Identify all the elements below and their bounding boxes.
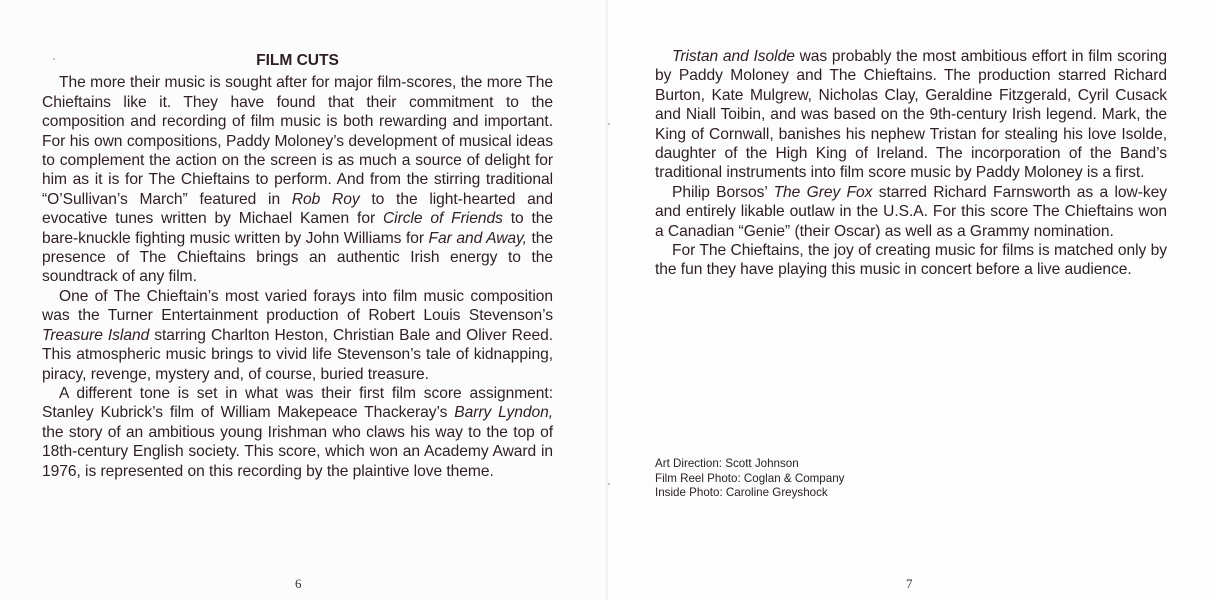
- text-run: the presence of The Chieftains brings an authentic Irish energy to the soundtrack of any film.: [42, 229, 553, 286]
- paragraph-closing: [655, 241, 1167, 280]
- paragraph-tristan-isolde: [655, 47, 1167, 183]
- left-page: [0, 0, 607, 600]
- paper-speck: [53, 58, 55, 60]
- paragraph-barry-lyndon: [42, 384, 553, 481]
- left-text-column: [42, 51, 553, 481]
- text-run: The more their music is sought after for major film-scores, the more The Chieftains like it. They have found that their commitment to the composition and recording of film music is both rewarding and important. For his own compositions, Paddy Moloney’s development of musical ideas to complement the action on the screen is as much a source of delight for him as it is for The Chieftains to perform. And from the stirring traditional “O’Sullivan’s March” featured in: [42, 74, 553, 208]
- paragraph-treasure-island: [42, 287, 553, 384]
- paper-speck: [608, 483, 610, 485]
- text-run: Philip Borsos’: [672, 183, 774, 201]
- text-run: was probably the most ambitious effort in film scoring by Paddy Moloney and The Chieftains. The production starred Richard Burton, Kate Mulgrew, Nicholas Clay, Geraldine Fitzgerald, Cyril Cusack and Niall Toibin, and was based on the 9th-century Irish legend. Mark, the King of Cornwall, banishes his nephew Tristan for stealing his love Isolde, daughter of the High King of Ireland. The incorporation of the Band’s traditional instruments into film score music by Paddy Moloney is a first.: [655, 48, 1167, 182]
- page-number-right: 7: [906, 576, 913, 591]
- paper-speck: [608, 123, 610, 125]
- credit-art-direction: Art Direction: Scott Johnson: [655, 457, 799, 470]
- text-run: the story of an ambitious young Irishman who claws his way to the top of 18th-century English society. This score, which won an Academy Award in 1976, is represented on this recording by the plaintive love theme.: [42, 423, 553, 480]
- page-number-left: 6: [295, 576, 302, 591]
- text-run: starring Charlton Heston, Christian Bale and Oliver Reed. This atmospheric music brings to vivid life Stevenson’s tale of kidnapping, piracy, revenge, mystery and, of course, buried treasure.: [42, 326, 553, 383]
- film-title: Circle of Friends: [382, 210, 503, 228]
- text-run: For The Chieftains, the joy of creating music for films is matched only by the fun they have playing this music in concert before a live audience.: [655, 242, 1167, 279]
- text-run: starred Richard Farnsworth as a low-key and entirely likable outlaw in the U.S.A. For this score The Chieftains won a Canadian “Genie” (their Oscar) as well as a Grammy nomination.: [655, 183, 1167, 240]
- credits-block: [655, 457, 844, 501]
- film-title: Barry Lyndon,: [454, 404, 553, 422]
- right-page: [608, 0, 1216, 600]
- film-title: Treasure Island: [42, 326, 150, 344]
- text-run: to the bare-knuckle fighting music written by John Williams for: [42, 210, 554, 247]
- credit-inside-photo: Inside Photo: Caroline Greyshock: [655, 486, 828, 500]
- film-title: The Grey Fox: [773, 183, 873, 201]
- text-run: One of The Chieftain’s most varied forays into film music composition was the Turner Entertainment production of Robert Louis Stevenson’s: [42, 287, 553, 325]
- film-title: Far and Away,: [428, 229, 527, 247]
- right-text-column: [655, 47, 1167, 280]
- paragraph-grey-fox: [655, 183, 1167, 241]
- film-title: Rob Roy: [291, 190, 360, 208]
- film-title: Tristan and Isolde: [672, 48, 795, 65]
- section-heading: FILM CUTS: [256, 52, 339, 69]
- text-run: A different tone is set in what was their first film score assignment: Stanley Kubrick’s film of William Makepeace Thackeray’s: [42, 384, 553, 422]
- paragraph-film-scores: [42, 73, 553, 286]
- text-run: to the light-hearted and evocative tunes written by Michael Kamen for: [42, 190, 553, 228]
- credit-film-reel-photo: Film Reel Photo: Coglan & Company: [655, 471, 845, 485]
